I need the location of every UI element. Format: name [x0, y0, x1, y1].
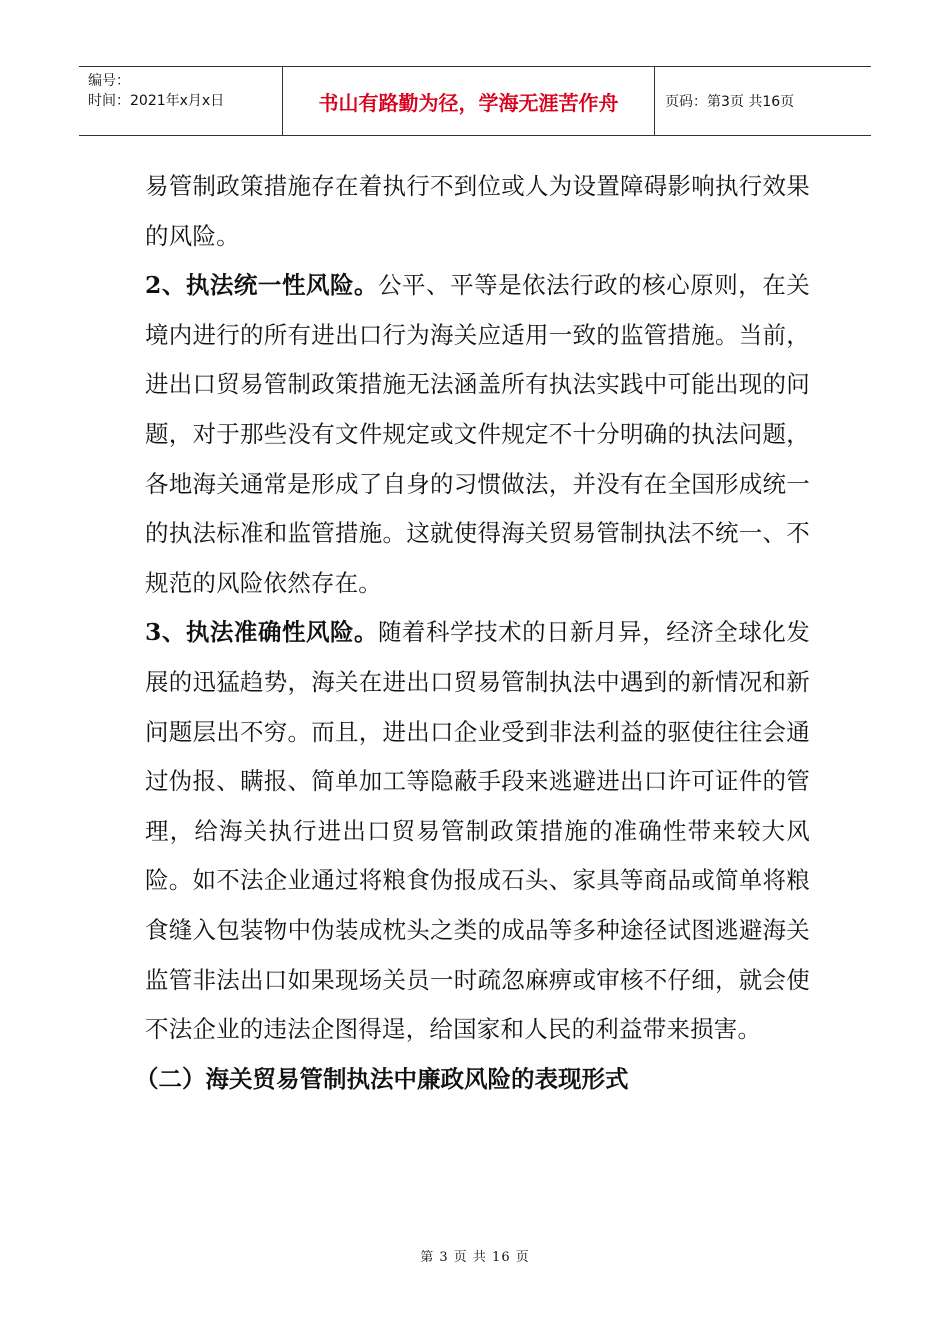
- document-body: [135, 162, 810, 1104]
- time-label: 时间：2021年x月x日: [88, 93, 225, 109]
- section-heading: （二）海关贸易管制执法中廉政风险的表现形式: [135, 1064, 629, 1093]
- page-header: [79, 66, 871, 136]
- header-meta: [79, 67, 283, 135]
- header-motto: 书山有路勤为径，学海无涯苦作舟: [283, 67, 655, 135]
- paragraph-1: 易管制政策措施存在着执行不到位或人为设置障碍影响执行效果的风险。: [145, 172, 810, 250]
- page-footer: 第 3 页 共 16 页: [420, 1250, 530, 1265]
- header-page-info: 页码：第3页 共16页: [665, 94, 795, 110]
- paragraph-3-text: 随着科学技术的日新月异，经济全球化发展的迅猛趋势，海关在进出口贸易管制执法中遇到的新情况和新问题层出不穷。而且，进出口企业受到非法利益的驱使往往会通过伪报、瞒报、简单加工等隐蔽手段来逃避进出口许可证件的管理，给海关执行进出口贸易管制政策措施的准确性带来较大风险。如不法企业通过将粮食伪报成石头、家具等商品或简单将粮食缝入包装物中伪装成枕头之类的成品等多种途径试图逃避海关监管非法出口如果现场关员一时疏忽麻痹或审核不仔细，就会使不法企业的违法企图得逞，给国家和人民的利益带来损害。: [145, 618, 810, 1044]
- paragraph-2-title: 2、执法统一性风险。: [145, 271, 379, 300]
- paragraph-3-title: 3、执法准确性风险。: [145, 618, 379, 647]
- paragraph-2: [145, 261, 810, 608]
- paragraph-3: [145, 608, 810, 1054]
- paragraph-2-text: 公平、平等是依法行政的核心原则，在关境内进行的所有进出口行为海关应适用一致的监管措施。当前，进出口贸易管制政策措施无法涵盖所有执法实践中可能出现的问题，对于那些没有文件规定或文件规定不十分明确的执法问题，各地海关通常是形成了自身的习惯做法，并没有在全国形成统一的执法标准和监管措施。这就使得海关贸易管制执法不统一、不规范的风险依然存在。: [145, 271, 810, 597]
- number-label: 编号：: [88, 73, 130, 89]
